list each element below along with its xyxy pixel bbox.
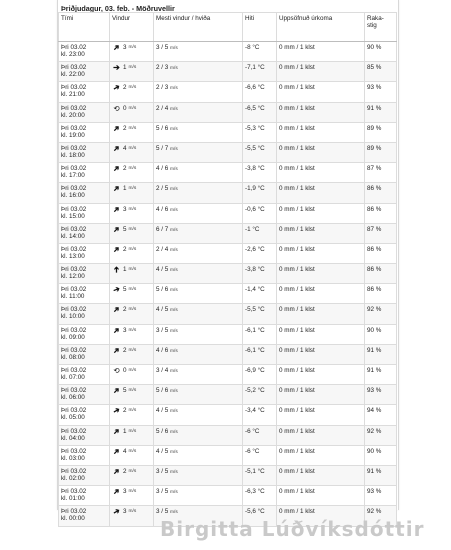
wind-cell: ➔ 5 m/s: [110, 223, 154, 243]
precip-cell: 0 mm / 1 klst: [277, 365, 365, 385]
gust-cell: 5 / 6 m/s: [154, 385, 243, 405]
time-cell: Þri 03.02 kl. 11:00: [59, 284, 110, 304]
temp-cell: -5,6 °C: [243, 506, 277, 526]
time-cell: Þri 03.02 kl. 21:00: [59, 82, 110, 102]
wind-direction-arrow-icon: ➔: [111, 284, 122, 296]
precip-cell: 0 mm / 1 klst: [277, 344, 365, 364]
col-header-time: Tími: [59, 13, 110, 42]
wind-cell: ➔ 2 m/s: [110, 405, 154, 425]
wind-direction-arrow-icon: ➔: [110, 486, 123, 498]
temp-cell: -3,8 °C: [243, 163, 277, 183]
temp-cell: -5,2 °C: [243, 385, 277, 405]
table-row: [59, 405, 397, 425]
precip-cell: 0 mm / 1 klst: [277, 324, 365, 344]
watermark: Birgitta Lúðvíksdóttir: [160, 517, 425, 541]
gust-cell: 2 / 3 m/s: [154, 82, 243, 102]
temp-cell: -6,9 °C: [243, 365, 277, 385]
gust-cell: 4 / 5 m/s: [154, 304, 243, 324]
gust-cell: 2 / 4 m/s: [154, 243, 243, 263]
humidity-cell: 93 %: [365, 385, 397, 405]
temp-cell: -6 °C: [243, 445, 277, 465]
precip-cell: 0 mm / 1 klst: [277, 62, 365, 82]
temp-cell: -3,8 °C: [243, 264, 277, 284]
time-cell: Þri 03.02 kl. 20:00: [59, 102, 110, 122]
humidity-cell: 93 %: [365, 486, 397, 506]
time-cell: Þri 03.02 kl. 04:00: [59, 425, 110, 445]
precip-cell: 0 mm / 1 klst: [277, 82, 365, 102]
wind-cell: ➔ 2 m/s: [110, 82, 154, 102]
time-cell: Þri 03.02 kl. 12:00: [59, 264, 110, 284]
gust-cell: 3 / 5 m/s: [154, 42, 243, 62]
col-header-wind: Vindur: [110, 13, 154, 42]
table-row: [59, 324, 397, 344]
table-row: [59, 365, 397, 385]
temp-cell: -6,5 °C: [243, 102, 277, 122]
wind-cell: ➔ 1 m/s: [110, 425, 154, 445]
time-cell: Þri 03.02 kl. 13:00: [59, 243, 110, 263]
gust-cell: 4 / 5 m/s: [154, 405, 243, 425]
gust-cell: 3 / 5 m/s: [154, 324, 243, 344]
precip-cell: 0 mm / 1 klst: [277, 223, 365, 243]
gust-cell: 4 / 6 m/s: [154, 163, 243, 183]
table-row: [59, 344, 397, 364]
wind-cell: ➔ 1 m/s: [110, 183, 154, 203]
humidity-cell: 94 %: [365, 405, 397, 425]
gust-cell: 5 / 7 m/s: [154, 142, 243, 162]
table-row: [59, 284, 397, 304]
temp-cell: -6,1 °C: [243, 344, 277, 364]
table-row: [59, 465, 397, 485]
humidity-cell: 92 %: [365, 425, 397, 445]
col-header-humidity: Raka- stig: [365, 13, 397, 42]
table-row: [59, 223, 397, 243]
calm-wind-icon: ⟲: [113, 103, 120, 113]
temp-cell: -1,4 °C: [243, 284, 277, 304]
table-row: [59, 163, 397, 183]
precip-cell: 0 mm / 1 klst: [277, 264, 365, 284]
wind-cell: ➔ 5 m/s: [110, 284, 154, 304]
table-row: [59, 42, 397, 62]
humidity-cell: 85 %: [365, 62, 397, 82]
time-cell: Þri 03.02 kl. 19:00: [59, 122, 110, 142]
time-cell: Þri 03.02 kl. 06:00: [59, 385, 110, 405]
time-cell: Þri 03.02 kl. 02:00: [59, 465, 110, 485]
humidity-cell: 86 %: [365, 203, 397, 223]
temp-cell: -3,4 °C: [243, 405, 277, 425]
precip-cell: 0 mm / 1 klst: [277, 284, 365, 304]
precip-cell: 0 mm / 1 klst: [277, 203, 365, 223]
wind-direction-arrow-icon: ➔: [110, 142, 123, 154]
temp-cell: -6 °C: [243, 425, 277, 445]
temp-cell: -5,3 °C: [243, 122, 277, 142]
precip-cell: 0 mm / 1 klst: [277, 385, 365, 405]
temp-cell: -1,9 °C: [243, 183, 277, 203]
time-cell: Þri 03.02 kl. 03:00: [59, 445, 110, 465]
wind-direction-arrow-icon: ➔: [113, 63, 120, 73]
time-cell: Þri 03.02 kl. 14:00: [59, 223, 110, 243]
wind-direction-arrow-icon: ➔: [110, 203, 123, 215]
wind-direction-arrow-icon: ➔: [111, 506, 122, 518]
wind-cell: ➔ 2 m/s: [110, 465, 154, 485]
time-cell: Þri 03.02 kl. 16:00: [59, 183, 110, 203]
wind-cell: ➔ 3 m/s: [110, 42, 154, 62]
wind-direction-arrow-icon: ➔: [110, 243, 123, 255]
precip-cell: 0 mm / 1 klst: [277, 425, 365, 445]
temp-cell: -1 °C: [243, 223, 277, 243]
wind-cell: ➔ 2 m/s: [110, 243, 154, 263]
wind-cell: ➔ 1 m/s: [110, 264, 154, 284]
temp-cell: -6,3 °C: [243, 486, 277, 506]
temp-cell: -7,1 °C: [243, 62, 277, 82]
humidity-cell: 86 %: [365, 243, 397, 263]
wind-direction-arrow-icon: ➔: [110, 41, 123, 54]
precip-cell: 0 mm / 1 klst: [277, 405, 365, 425]
col-header-precip: Uppsöfnuð úrkoma: [277, 13, 365, 42]
wind-direction-arrow-icon: ➔: [112, 266, 121, 273]
gust-cell: 2 / 4 m/s: [154, 102, 243, 122]
humidity-cell: 89 %: [365, 142, 397, 162]
precip-cell: 0 mm / 1 klst: [277, 183, 365, 203]
precip-cell: 0 mm / 1 klst: [277, 243, 365, 263]
col-header-temp: Hiti: [243, 13, 277, 42]
temp-cell: -6,1 °C: [243, 324, 277, 344]
precip-cell: 0 mm / 1 klst: [277, 465, 365, 485]
gust-cell: 3 / 5 m/s: [154, 506, 243, 526]
table-row: [59, 445, 397, 465]
table-row: [59, 385, 397, 405]
wind-cell: ➔ 3 m/s: [110, 506, 154, 526]
wind-cell: ➔ 2 m/s: [110, 122, 154, 142]
humidity-cell: 86 %: [365, 183, 397, 203]
table-row: [59, 425, 397, 445]
time-cell: Þri 03.02 kl. 07:00: [59, 365, 110, 385]
gust-cell: 4 / 6 m/s: [154, 344, 243, 364]
humidity-cell: 91 %: [365, 465, 397, 485]
wind-cell: ⟲ 0 m/s: [110, 102, 154, 122]
table-row: [59, 264, 397, 284]
humidity-cell: 86 %: [365, 284, 397, 304]
wind-cell: ➔ 3 m/s: [110, 203, 154, 223]
wind-direction-arrow-icon: ➔: [110, 163, 123, 175]
temp-cell: -8 °C: [243, 42, 277, 62]
humidity-cell: 91 %: [365, 344, 397, 364]
precip-cell: 0 mm / 1 klst: [277, 42, 365, 62]
gust-cell: 4 / 6 m/s: [154, 203, 243, 223]
humidity-cell: 90 %: [365, 324, 397, 344]
temp-cell: -0,6 °C: [243, 203, 277, 223]
wind-cell: ➔ 5 m/s: [110, 385, 154, 405]
temp-cell: -6,6 °C: [243, 82, 277, 102]
table-header-row: [59, 13, 397, 42]
time-cell: Þri 03.02 kl. 18:00: [59, 142, 110, 162]
gust-cell: 5 / 6 m/s: [154, 425, 243, 445]
humidity-cell: 86 %: [365, 264, 397, 284]
table-row: [59, 142, 397, 162]
wind-cell: ➔ 1 m/s: [110, 62, 154, 82]
humidity-cell: 93 %: [365, 82, 397, 102]
time-cell: Þri 03.02 kl. 22:00: [59, 62, 110, 82]
gust-cell: 3 / 5 m/s: [154, 465, 243, 485]
precip-cell: 0 mm / 1 klst: [277, 445, 365, 465]
temp-cell: -5,5 °C: [243, 142, 277, 162]
wind-direction-arrow-icon: ➔: [110, 324, 123, 336]
table-row: [59, 62, 397, 82]
humidity-cell: 87 %: [365, 223, 397, 243]
humidity-cell: 92 %: [365, 304, 397, 324]
humidity-cell: 87 %: [365, 163, 397, 183]
time-cell: Þri 03.02 kl. 15:00: [59, 203, 110, 223]
precip-cell: 0 mm / 1 klst: [277, 102, 365, 122]
gust-cell: 5 / 6 m/s: [154, 122, 243, 142]
wind-direction-arrow-icon: ➔: [110, 445, 123, 457]
humidity-cell: 90 %: [365, 42, 397, 62]
precip-cell: 0 mm / 1 klst: [277, 304, 365, 324]
temp-cell: -2,6 °C: [243, 243, 277, 263]
wind-direction-arrow-icon: ➔: [111, 405, 122, 417]
wind-direction-arrow-icon: ➔: [110, 425, 123, 437]
time-cell: Þri 03.02 kl. 05:00: [59, 405, 110, 425]
humidity-cell: 91 %: [365, 365, 397, 385]
page-title: Þriðjudagur, 03. feb. - Möðruvellir: [61, 4, 175, 13]
time-cell: Þri 03.02 kl. 23:00: [59, 42, 110, 62]
temp-cell: -5,1 °C: [243, 465, 277, 485]
gust-cell: 4 / 5 m/s: [154, 445, 243, 465]
time-cell: Þri 03.02 kl. 10:00: [59, 304, 110, 324]
time-cell: Þri 03.02 kl. 09:00: [59, 324, 110, 344]
gust-cell: 2 / 3 m/s: [154, 62, 243, 82]
wind-direction-arrow-icon: ➔: [110, 122, 123, 134]
time-cell: Þri 03.02 kl. 17:00: [59, 163, 110, 183]
precip-cell: 0 mm / 1 klst: [277, 486, 365, 506]
wind-direction-arrow-icon: ➔: [110, 465, 123, 477]
wind-cell: ➔ 3 m/s: [110, 486, 154, 506]
gust-cell: 3 / 4 m/s: [154, 365, 243, 385]
table-row: [59, 203, 397, 223]
wind-cell: ⟲ 0 m/s: [110, 365, 154, 385]
table-row: [59, 122, 397, 142]
time-cell: Þri 03.02 kl. 00:00: [59, 506, 110, 526]
table-row: [59, 183, 397, 203]
gust-cell: 6 / 7 m/s: [154, 223, 243, 243]
precip-cell: 0 mm / 1 klst: [277, 163, 365, 183]
wind-cell: ➔ 4 m/s: [110, 142, 154, 162]
wind-direction-arrow-icon: ➔: [110, 183, 123, 195]
wind-cell: ➔ 3 m/s: [110, 324, 154, 344]
gust-cell: 5 / 6 m/s: [154, 284, 243, 304]
wind-cell: ➔ 2 m/s: [110, 304, 154, 324]
table-row: [59, 304, 397, 324]
gust-cell: 2 / 5 m/s: [154, 183, 243, 203]
time-cell: Þri 03.02 kl. 08:00: [59, 344, 110, 364]
wind-direction-arrow-icon: ➔: [110, 223, 123, 235]
precip-cell: 0 mm / 1 klst: [277, 142, 365, 162]
wind-cell: ➔ 2 m/s: [110, 344, 154, 364]
gust-cell: 4 / 5 m/s: [154, 264, 243, 284]
humidity-cell: 89 %: [365, 122, 397, 142]
humidity-cell: 90 %: [365, 445, 397, 465]
humidity-cell: 91 %: [365, 102, 397, 122]
wind-cell: ➔ 4 m/s: [110, 445, 154, 465]
weather-table: [58, 12, 397, 527]
time-cell: Þri 03.02 kl. 01:00: [59, 486, 110, 506]
calm-wind-icon: ⟲: [113, 366, 120, 375]
wind-direction-arrow-icon: ➔: [111, 82, 122, 94]
temp-cell: -5,5 °C: [243, 304, 277, 324]
wind-direction-arrow-icon: ➔: [110, 385, 123, 397]
gust-cell: 3 / 5 m/s: [154, 486, 243, 506]
table-row: [59, 486, 397, 506]
wind-direction-arrow-icon: ➔: [110, 304, 123, 316]
wind-direction-arrow-icon: ➔: [110, 344, 123, 356]
humidity-cell: 92 %: [365, 506, 397, 526]
wind-cell: ➔ 2 m/s: [110, 163, 154, 183]
table-row: [59, 82, 397, 102]
col-header-gust: Mesti vindur / hviða: [154, 13, 243, 42]
table-row: [59, 102, 397, 122]
precip-cell: 0 mm / 1 klst: [277, 122, 365, 142]
precip-cell: 0 mm / 1 klst: [277, 506, 365, 526]
table-row: [59, 243, 397, 263]
